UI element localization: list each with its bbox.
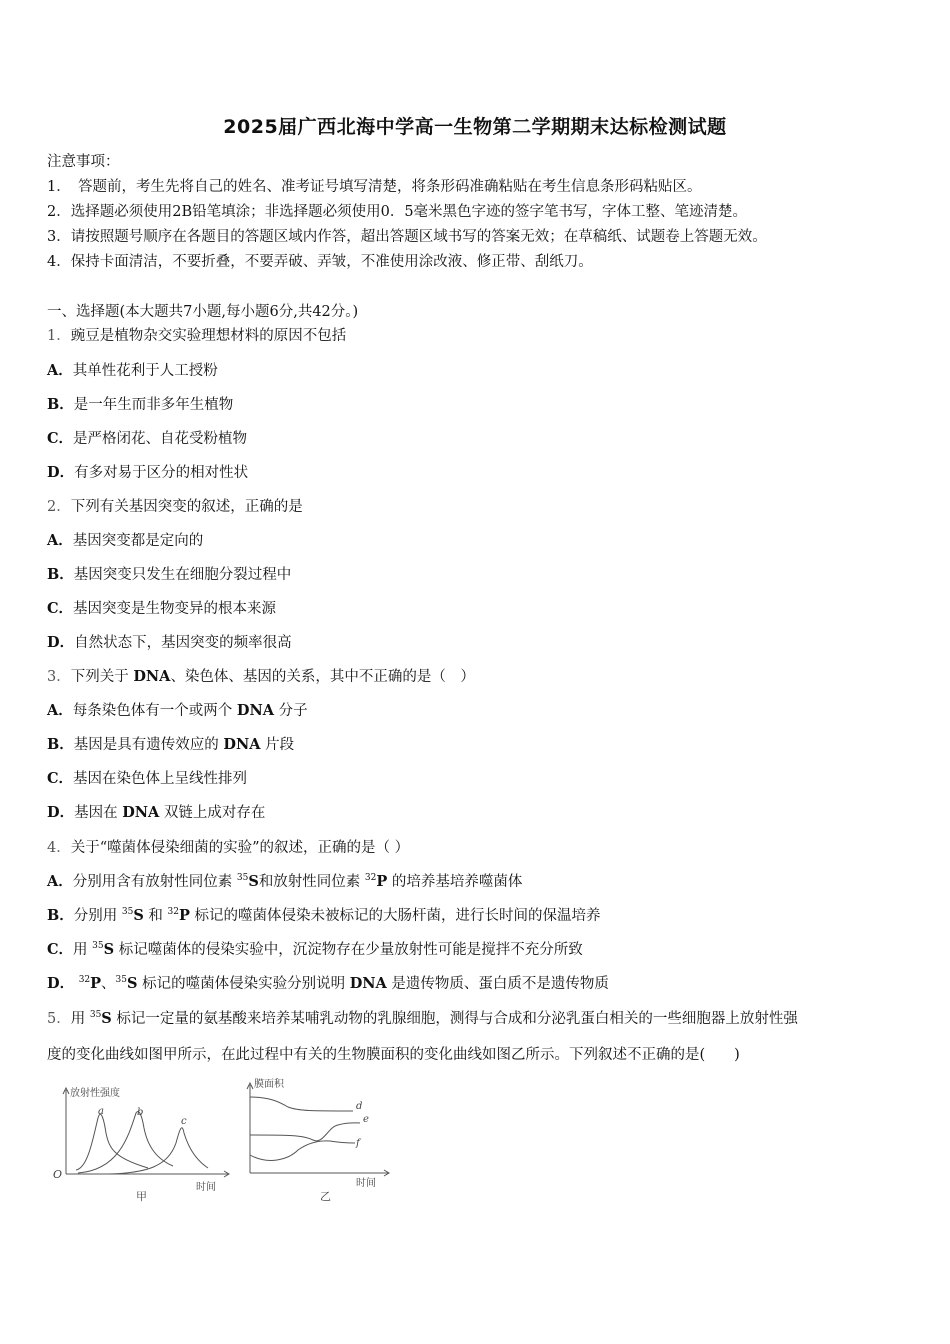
x-axis-label: 时间: [356, 1178, 376, 1189]
figure-jia: [48, 1078, 238, 1206]
section-heading: 一、选择题(本大题共7小题,每小题6分,共42分。): [47, 304, 359, 320]
curve-label-d: d: [356, 1101, 363, 1112]
option-b: B．基因是具有遗传效应的 DNA 片段: [47, 736, 295, 753]
question-1-stem: 1．豌豆是植物杂交实验理想材料的原因不包括: [47, 328, 347, 344]
x-axis-label: 时间: [196, 1182, 216, 1193]
curve-d: [250, 1097, 353, 1111]
y-axis-label: 放射性强度: [70, 1088, 120, 1099]
curve-f: [250, 1141, 355, 1161]
option-c: C．用 $^{35}$S 标记噬菌体的侵染实验中，沉淀物存在少量放射性可能是搅拌不充分所致: [47, 941, 583, 958]
option-a: A．分别用含有放射性同位素 $^{35}$S和放射性同位素 $^{32}$P 的培养基培养噬菌体: [47, 873, 523, 890]
option-d: D．自然状态下，基因突变的频率很高: [47, 634, 292, 651]
option-d: D．基因在 DNA 双链上成对存在: [47, 804, 266, 821]
option-c: C．是严格闭花、自花受粉植物: [47, 430, 248, 447]
curve-label-f: f: [356, 1138, 360, 1149]
notice-item: 3．请按照题号顺序在各题目的答题区域内作答，超出答题区域书写的答案无效；在草稿纸、试题卷上答题无效。: [47, 229, 767, 245]
option-a: A．基因突变都是定向的: [47, 532, 204, 549]
figure-caption: 甲: [136, 1190, 147, 1203]
option-b: B．是一年生而非多年生植物: [47, 396, 234, 413]
option-b: B．基因突变只发生在细胞分裂过程中: [47, 566, 292, 583]
notice-item: 4．保持卡面清洁，不要折叠，不要弄破、弄皱，不准使用涂改液、修正带、刮纸刀。: [47, 254, 593, 270]
question-2-stem: 2．下列有关基因突变的叙述，正确的是: [47, 499, 303, 515]
option-c: C．基因突变是生物变异的根本来源: [47, 600, 277, 617]
notice-heading: 注意事项：: [47, 154, 120, 170]
question-5-stem: 5．用 $^{35}$S 标记一定量的氨基酸来培养某哺乳动物的乳腺细胞，测得与合成和分泌乳蛋白相关的一些细胞器上放射性强: [47, 1010, 798, 1027]
option-a: A．每条染色体有一个或两个 DNA 分子: [47, 702, 308, 719]
page-title: 2025届广西北海中学高一生物第二学期期末达标检测试题: [223, 116, 727, 138]
question-3-stem: 3．下列关于 DNA、染色体、基因的关系，其中不正确的是（ ）: [47, 668, 475, 685]
origin-label: O: [53, 1168, 63, 1181]
option-c: C．基因在染色体上呈线性排列: [47, 770, 248, 787]
figure-caption: 乙: [320, 1190, 331, 1203]
curve-e: [250, 1123, 360, 1141]
notice-item: 1． 答题前，考生先将自己的姓名、准考证号填写清楚，将条形码准确粘贴在考生信息条形码粘贴区。: [47, 179, 702, 195]
figure-yi: [238, 1075, 398, 1210]
curve-label-e: e: [363, 1114, 369, 1125]
option-d: D．有多对易于区分的相对性状: [47, 464, 249, 481]
curve-label-b: b: [137, 1107, 144, 1118]
y-axis-label: 膜面积: [254, 1079, 284, 1090]
option-d: D． $^{32}$P、$^{35}$S 标记的噬菌体侵染实验分别说明 DNA 是遗传物质、蛋白质不是遗传物质: [47, 975, 609, 992]
curve-label-c: c: [181, 1116, 187, 1127]
question-5-stem-cont: 度的变化曲线如图甲所示，在此过程中有关的生物膜面积的变化曲线如图乙所示。下列叙述不正确的是( ): [47, 1047, 740, 1063]
curve-c: [108, 1128, 208, 1174]
curve-label-a: a: [98, 1106, 104, 1117]
option-a: A．其单性花利于人工授粉: [47, 362, 218, 379]
curve-a: [76, 1114, 148, 1170]
notice-item: 2．选择题必须使用2B铅笔填涂；非选择题必须使用0．5毫米黑色字迹的签字笔书写，字体工整、笔迹清楚。: [47, 204, 748, 220]
question-4-stem: 4．关于“噬菌体侵染细菌的实验”的叙述，正确的是（ ）: [47, 840, 410, 856]
option-b: B．分别用 $^{35}$S 和 $^{32}$P 标记的噬菌体侵染未被标记的大肠杆菌，进行长时间的保温培养: [47, 907, 601, 924]
